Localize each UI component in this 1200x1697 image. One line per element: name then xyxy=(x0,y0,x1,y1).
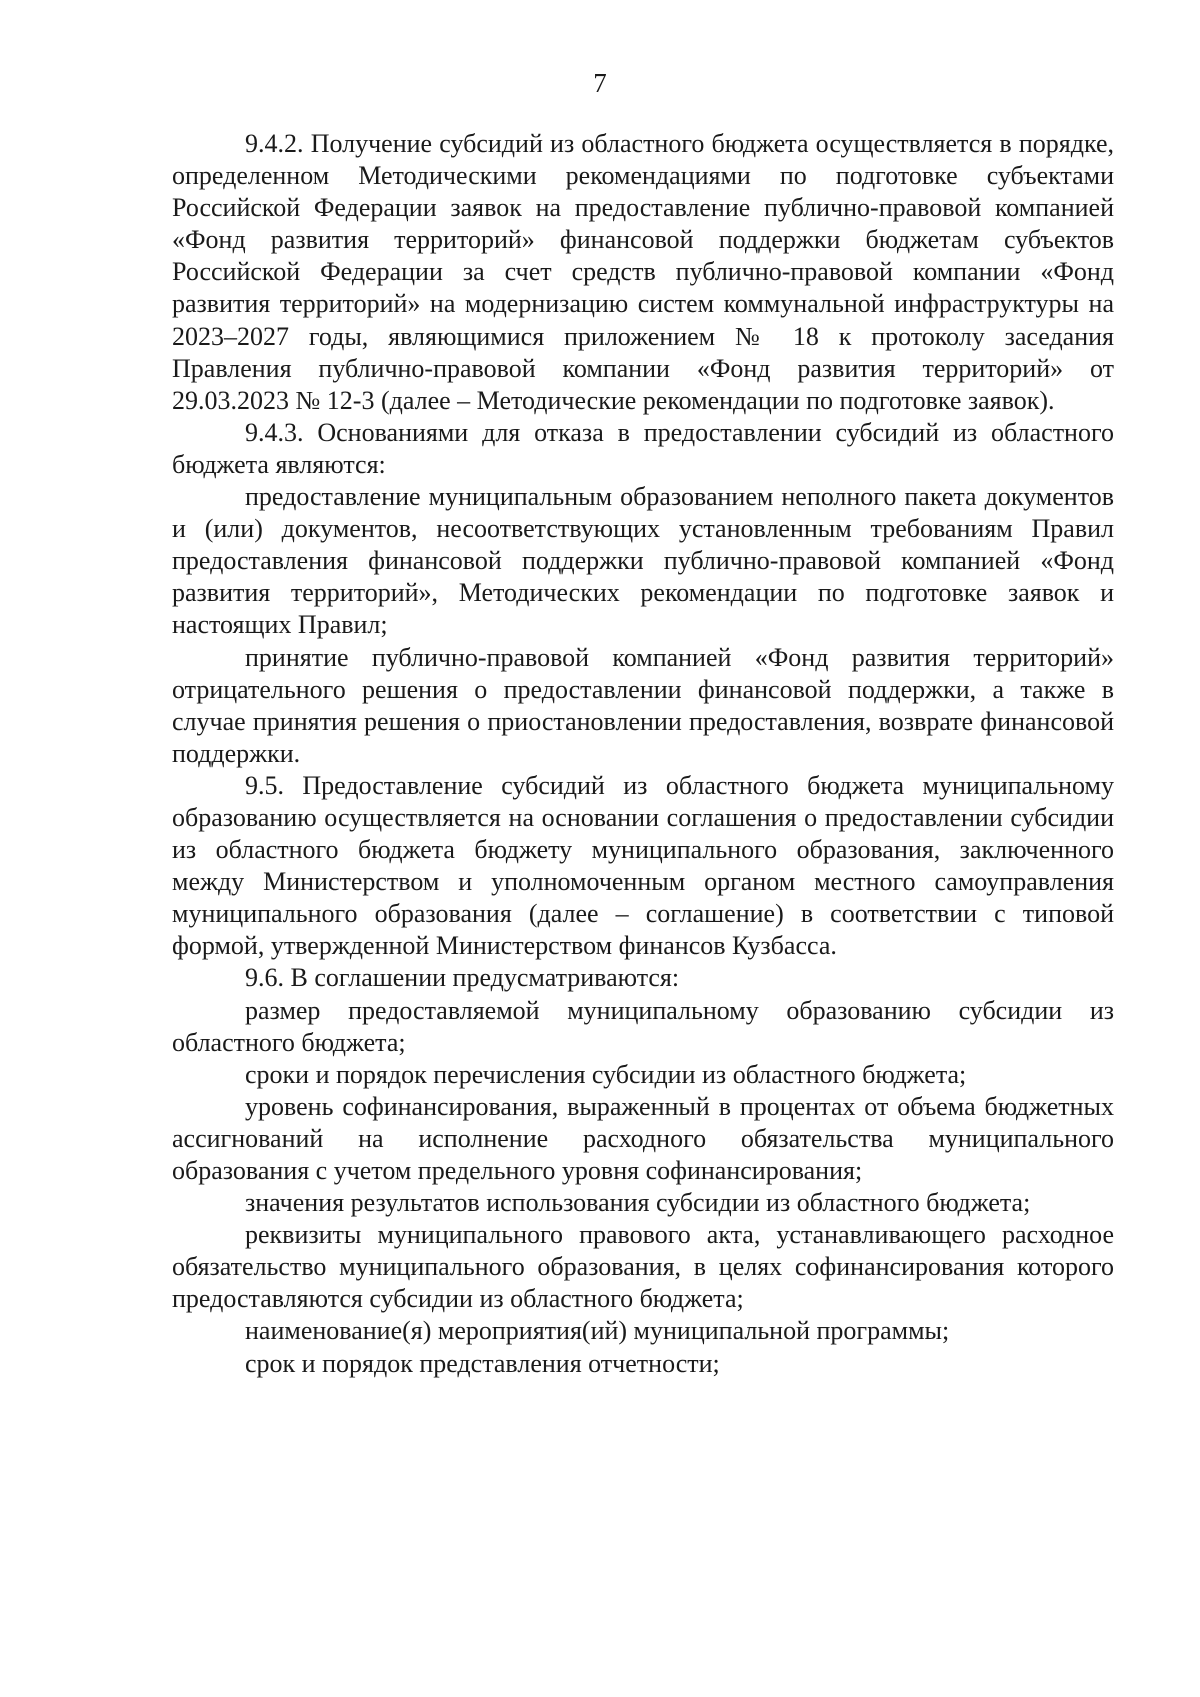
paragraph-agreement-item-1: размер предоставляемой муниципальному образованию субсидии из областного бюджета; xyxy=(172,995,1114,1057)
paragraph-agreement-item-6: наименование(я) мероприятия(ий) муниципальной программы; xyxy=(245,1316,950,1346)
paragraph-9-5: 9.5. Предоставление субсидий из областного бюджета муниципальному образованию осуществляется на основании соглашения о предоставлении субсидии из областного бюджета бюджету муниципального образования, заключенного между Министерством и уполномоченным органом местного самоуправления муниципального образования (далее – соглашение) в соответствии с типовой формой, утвержденной Министерством финансов Кузбасса. xyxy=(172,770,1114,961)
paragraph-9-4-2: 9.4.2. Получение субсидий из областного бюджета осуществляется в порядке, определенном Методическими рекомендациями по подготовке субъектами Российской Федерации заявок на предоставление публично-правовой компанией «Фонд развития территорий» финансовой поддержки бюджетам субъектов Российской Федерации за счет средств публично-правовой компании «Фонд развития территорий» на модернизацию систем коммунальной инфраструктуры на 2023–2027 годы, являющимися приложением № 18 к протоколу заседания Правления публично-правовой компании «Фонд развития территорий» от 29.03.2023 № 12-3 (далее – Методические рекомендации по подготовке заявок). xyxy=(172,129,1114,415)
paragraph-agreement-item-4: значения результатов использования субсидии из областного бюджета; xyxy=(245,1188,1031,1218)
paragraph-9-4-3: 9.4.3. Основаниями для отказа в предоставлении субсидий из областного бюджета являются: xyxy=(172,417,1114,479)
paragraph-agreement-item-7: срок и порядок представления отчетности; xyxy=(245,1348,720,1378)
document-body xyxy=(172,128,1114,1380)
paragraph-agreement-item-5: реквизиты муниципального правового акта, устанавливающего расходное обязательство муниципального образования, в целях софинансирования которого предоставляются субсидии из областного бюджета; xyxy=(172,1220,1114,1314)
paragraph-refusal-ground-2: принятие публично-правовой компанией «Фонд развития территорий» отрицательного решения о предоставлении финансовой поддержки, а также в случае принятия решения о приостановлении предоставления, возврате финансовой поддержки. xyxy=(172,642,1114,768)
paragraph-agreement-item-2: сроки и порядок перечисления субсидии из областного бюджета; xyxy=(245,1059,967,1089)
paragraph-9-6: 9.6. В соглашении предусматриваются: xyxy=(245,963,680,993)
paragraph-refusal-ground-1: предоставление муниципальным образованием неполного пакета документов и (или) документов, несоответствующих установленным требованиям Правил предоставления финансовой поддержки публично-правовой компанией «Фонд развития территорий», Методических рекомендации по подготовке заявок и настоящих Правил; xyxy=(172,482,1114,640)
paragraph-agreement-item-3: уровень софинансирования, выраженный в процентах от объема бюджетных ассигнований на исполнение расходного обязательства муниципального образования с учетом предельного уровня софинансирования; xyxy=(172,1091,1114,1185)
page-number: 7 xyxy=(593,68,607,98)
